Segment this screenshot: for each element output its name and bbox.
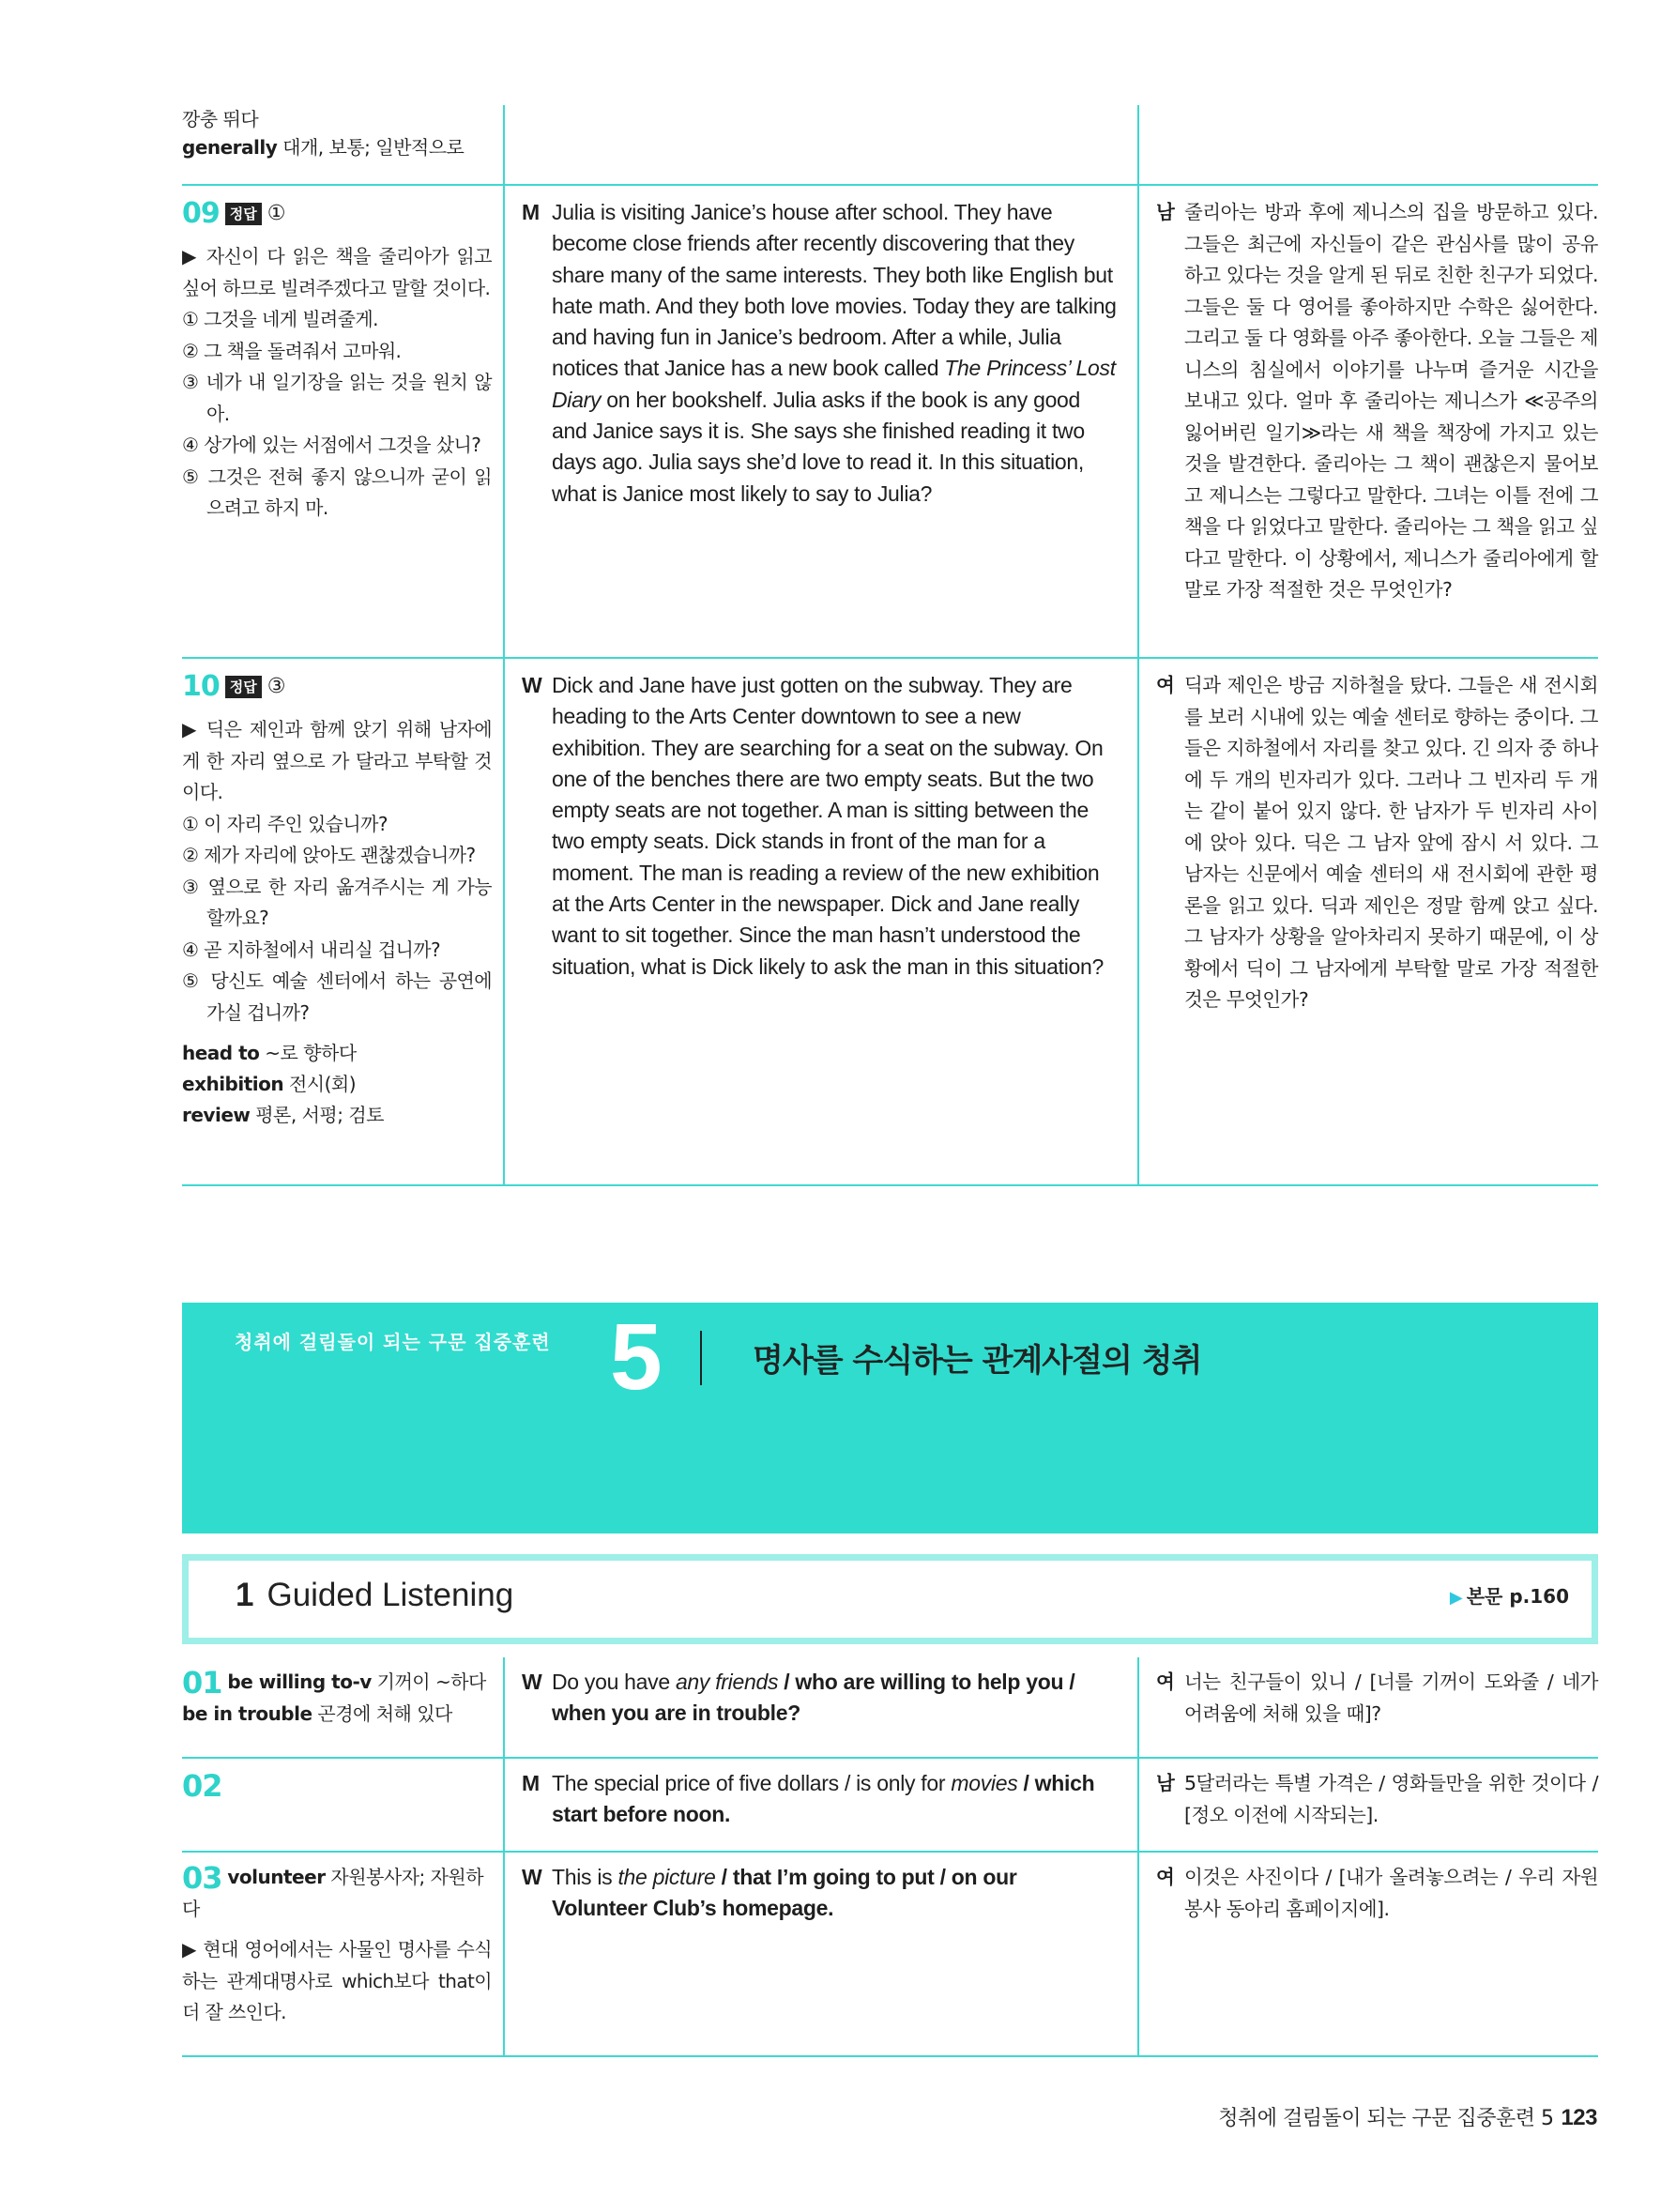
speaker-label: 여 (1156, 1670, 1175, 1693)
page-number: 123 (1561, 2105, 1597, 2130)
korean-translation (1137, 1657, 1598, 1757)
top-script-ko (1137, 105, 1598, 184)
guided-listening-header (182, 1554, 1598, 1644)
option: ② 그 책을 돌려줘서 고마워. (182, 339, 402, 362)
footer-text: 청취에 걸림돌이 되는 구문 집중훈련 5 (1218, 2107, 1554, 2130)
script-text: M The special price of five dollars / is only for movies / which start before noon. (522, 1768, 1117, 1831)
speaker-label: W (522, 1865, 542, 1889)
speaker-label: 남 (1156, 201, 1175, 223)
book-title: The Princess’ Lost Diary (552, 356, 1116, 412)
answer-header (182, 670, 492, 703)
notes-column (182, 1853, 503, 2055)
guided-row-01 (182, 1657, 1598, 1759)
notes-column (182, 1657, 503, 1757)
korean-translation (1137, 659, 1598, 1184)
guided-items (182, 1657, 1598, 2057)
translation-text: 여 딕과 제인은 방금 지하철을 탔다. 그들은 새 전시회를 보러 시내에 있는 예술 센터로 향하는 중이다. 그들은 지하철에서 자리를 찾고 있다. 긴 의자 중 하나에 두 개의 빈자리가 있다. 그러나 그 빈자리 두 개는 같이 붙어 있지 않다. 한 남자가 두 빈자리 사이에 앉아 있다. 딕은 그 남자 앞에 잠시 서 있다. 그 남자는 신문에서 예술 센터의 새 전시회에 관한 평론을 읽고 있다. 딕과 제인은 정말 함께 앉고 싶다. 그 남자가 상황을 알아차리지 못하기 때문에, 이 상황에서 딕이 그 남자에게 부탁할 말로 가장 적절한 것은 무엇인가? (1156, 670, 1598, 1016)
guided-row-02 (182, 1759, 1598, 1853)
guided-listening-inner (189, 1561, 1592, 1638)
answer-value: ① (267, 202, 286, 225)
translation-text: 남 줄리아는 방과 후에 제니스의 집을 방문하고 있다. 그들은 최근에 자신들이 같은 관심사를 많이 공유하고 있다는 것을 알게 된 뒤로 친한 친구가 되었다. 그들은 둘 다 영어를 좋아하지만 수학은 싫어한다. 그리고 둘 다 영화를 아주 좋아한다. 오늘 그들은 제니스의 침실에서 이야기를 나누며 즐거운 시간을 보내고 있다. 얼마 후 줄리아는 제니스가 ≪공주의 잃어버린 일기≫라는 새 책을 책장에 가지고 있는 것을 발견한다. 줄리아는 그 책이 괜찮은지 물어보고 제니스는 그렇다고 말한다. 그녀는 이틀 전에 그 책을 다 읽었다고 말한다. 줄리아는 그 책을 읽고 싶다고 말한다. 이 상황에서, 제니스가 줄리아에게 할 말로 가장 적절한 것은 무엇인가? (1156, 197, 1598, 606)
script-text: W Dick and Jane have just gotten on the subway. They are heading to the Arts Center downtown to see a new exhibition. They are searching for a seat on the subway. On one of the benches there are two empty seats. But the two empty seats are not together. A man is sitting between the two empty seats. Dick stands in front of the man for a moment. The man is reading a review of the new exhibition at the Arts Center in the newspaper. Dick and Jane really want to sit together. Since the man hasn’t understood the situation, what is Dick likely to ask the man in this situation? (522, 670, 1117, 983)
english-script (503, 186, 1137, 657)
guided-listening-title: 1 Guided Listening (236, 1577, 514, 1613)
option: ③ 네가 내 일기장을 읽는 것을 원치 않아. (182, 371, 492, 425)
script-text: W Do you have any friends / who are willing to help you / when you are in trouble? (522, 1667, 1117, 1730)
banner-subtitle: 청취에 걸림돌이 되는 구문 집중훈련 (235, 1331, 551, 1353)
option: ① 그것을 네게 빌려줄게. (182, 308, 378, 330)
korean-translation (1137, 186, 1598, 657)
option: ④ 상가에 있는 서점에서 그것을 샀니? (182, 434, 481, 456)
option: ⑤ 당신도 예술 센터에서 하는 공연에 가실 겁니까? (182, 969, 492, 1024)
answer-badge: 정답 (225, 203, 262, 225)
korean-translation (1137, 1853, 1598, 2055)
question-10 (182, 659, 1598, 1186)
notes-column (182, 186, 503, 657)
option: ① 이 자리 주인 있습니까? (182, 812, 388, 835)
vocab-item: generally 대개, 보통; 일반적으로 (182, 136, 465, 159)
answer-header (182, 197, 492, 230)
speaker-label: W (522, 673, 542, 697)
english-script (503, 1853, 1137, 2055)
explanation: ▶ 자신이 다 읽은 책을 줄리아가 읽고 싶어 하므로 빌려주겠다고 말할 것이다. (182, 245, 492, 299)
vocab-item: be in trouble 곤경에 처해 있다 (182, 1702, 452, 1725)
speaker-label: M (522, 200, 540, 224)
script-text: W This is the picture / that I’m going to put / on our Volunteer Club’s homepage. (522, 1862, 1117, 1925)
vocab-list (182, 1038, 492, 1131)
top-section (182, 105, 1598, 186)
page-footer (1218, 2102, 1597, 2131)
speaker-label: M (522, 1771, 540, 1795)
vocab-item: 01 be willing to-v 기꺼이 ~하다 (182, 1665, 486, 1701)
question-number: 09 (182, 197, 220, 230)
option: ⑤ 그것은 전혀 좋지 않으니까 굳이 읽으려고 하지 마. (182, 465, 492, 519)
section-banner (182, 1303, 1598, 1533)
guided-row-03 (182, 1853, 1598, 2057)
notes-column (182, 659, 503, 1184)
banner-number: 5 (610, 1304, 663, 1410)
answer-badge: 정답 (225, 676, 262, 698)
translation-text: 여 이것은 사진이다 / [내가 올려놓으려는 / 우리 자원봉사 동아리 홈페이지에]. (1156, 1862, 1598, 1925)
question-row (182, 186, 1598, 659)
question-09 (182, 186, 1598, 659)
question-row (182, 659, 1598, 1186)
explanation: ▶ 현대 영어에서는 사물인 명사를 수식하는 관계대명사로 which보다 that이 더 잘 쓰인다. (182, 1938, 492, 2023)
item-number: 02 (182, 1768, 222, 1804)
speaker-label: W (522, 1670, 542, 1694)
translation-text: 여 너는 친구들이 있니 / [너를 기꺼이 도와줄 / 네가 어려움에 처해 있을 때]? (1156, 1667, 1598, 1730)
answer-value: ③ (267, 675, 286, 698)
option: ② 제가 자리에 앉아도 괜찮겠습니까? (182, 844, 476, 866)
korean-translation (1137, 1759, 1598, 1851)
item-number: 03 (182, 1860, 222, 1896)
item-number: 01 (182, 1665, 222, 1701)
top-row (182, 105, 1598, 186)
vocab-item: exhibition 전시(회) (182, 1073, 357, 1095)
speaker-label: 남 (1156, 1772, 1175, 1794)
speaker-label: 여 (1156, 674, 1175, 696)
option: ③ 옆으로 한 자리 옮겨주시는 게 가능할까요? (182, 875, 492, 929)
explanation: ▶ 딕은 제인과 함께 앉기 위해 남자에게 한 자리 옆으로 가 달라고 부탁할 것이다. (182, 718, 492, 803)
notes-column (182, 1759, 503, 1851)
banner-divider (700, 1331, 702, 1385)
translation-text: 남 5달러라는 특별 가격은 / 영화들만을 위한 것이다 / [정오 이전에 시작되는]. (1156, 1768, 1598, 1831)
question-number: 10 (182, 670, 220, 703)
banner-title: 명사를 수식하는 관계사절의 청취 (753, 1342, 1202, 1380)
top-line1: 깡충 뛰다 (182, 108, 259, 130)
english-script (503, 1759, 1137, 1851)
triangle-icon: ▶ (1449, 1588, 1463, 1608)
page-reference: ▶ 본문 p.160 (1449, 1585, 1569, 1608)
script-text: M Julia is visiting Janice’s house after school. They have become close friends after recently discovering that they share many of the same interests. They both like English but hate math. And they both love movies. Today they are talking and having fun in Janice’s bedroom. After a while, Julia notices that Janice has a new book called The Princess’ Lost Diary on her bookshelf. Julia asks if the book is any good and Janice says it is. She says she finished reading it two days ago. Julia says she’d love to read it. In this situation, what is Janice most likely to say to Julia? (522, 197, 1117, 510)
vocab-item: 03 volunteer 자원봉사자; 자원하다 (182, 1860, 484, 1920)
english-script (503, 1657, 1137, 1757)
vocab-item: head to ~로 향하다 (182, 1042, 357, 1064)
english-script (503, 659, 1137, 1184)
option: ④ 곧 지하철에서 내리실 겁니까? (182, 938, 441, 961)
top-notes (182, 105, 503, 184)
vocab-item: review 평론, 서평; 검토 (182, 1104, 384, 1126)
top-script-en (503, 105, 1137, 184)
speaker-label: 여 (1156, 1866, 1175, 1888)
